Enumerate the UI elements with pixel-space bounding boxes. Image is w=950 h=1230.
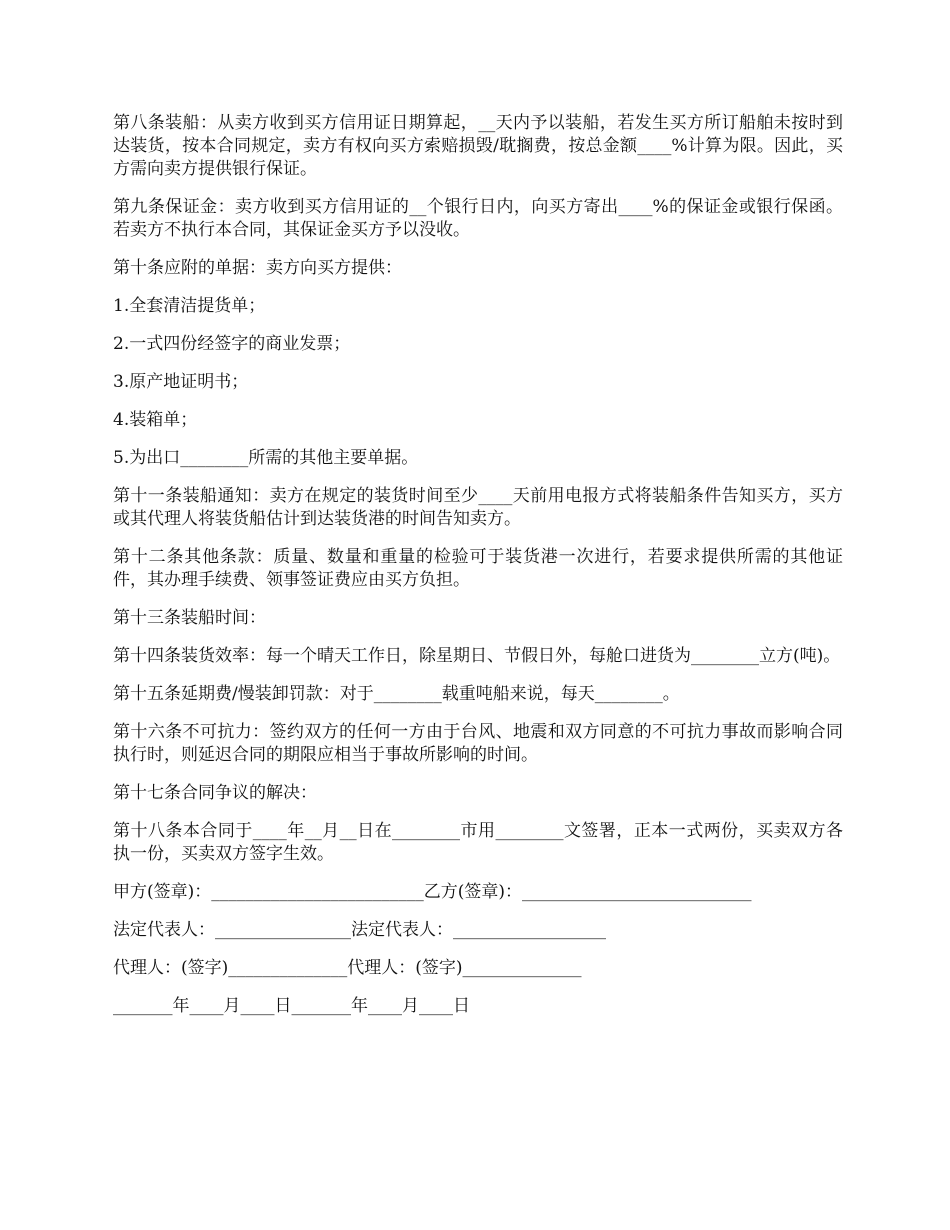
legal-representative-line: 法定代表人：________________法定代表人：__________________: [113, 920, 606, 940]
clause-13-shipping-time: 第十三条装船时间：: [113, 608, 266, 628]
clause-10-documents: 第十条应附的单据：卖方向买方提供：: [113, 258, 402, 278]
clause-16-force-majeure: 第十六条不可抗力：签约双方的任何一方由于台风、地震和双方同意的不可抗力事故而影响合同执行时，则延迟合同的期限应相当于事故所影响的时间。: [113, 722, 843, 765]
clause-12-other-terms: 第十二条其他条款：质量、数量和重量的检验可于装货港一次进行，若要求提供所需的其他证件，其办理手续费、领事签证费应由买方负担。: [113, 547, 843, 590]
document-item-5: 5.为出口________所需的其他主要单据。: [113, 448, 419, 468]
clause-8-shipment: 第八条装船：从卖方收到买方信用证日期算起，__天内予以装船，若发生买方所订船舶未按时到达装货，按本合同规定，卖方有权向买方索赔损毁/耽搁费，按总金额____%计算为限。因此，买方需向卖方提供银行保证。: [113, 113, 843, 179]
document-item-1: 1.全套清洁提货单；: [113, 296, 266, 316]
document-item-4: 4.装箱单；: [113, 410, 198, 430]
clause-17-dispute-resolution: 第十七条合同争议的解决：: [113, 783, 317, 803]
date-line: _______年____月____日_______年____月____日: [113, 996, 470, 1016]
clause-15-demurrage: 第十五条延期费/慢装卸罚款：对于________载重吨船来说，每天________。: [113, 684, 680, 704]
document-item-2: 2.一式四份经签字的商业发票；: [113, 334, 351, 354]
signature-party-line: 甲方(签章)：_________________________乙方(签章)：___________________________: [113, 882, 752, 902]
clause-11-shipping-notice: 第十一条装船通知：卖方在规定的装货时间至少____天前用电报方式将装船条件告知买方，买方或其代理人将装货船估计到达装货港的时间告知卖方。: [113, 486, 843, 529]
clause-14-loading-efficiency: 第十四条装货效率：每一个晴天工作日，除星期日、节假日外，每舱口进货为________立方(吨)。: [113, 646, 841, 666]
document-item-3: 3.原产地证明书；: [113, 372, 249, 392]
document-page: [113, 112, 843, 1033]
clause-9-deposit: 第九条保证金：卖方收到买方信用证的__个银行日内，向买方寄出____%的保证金或银行保函。若卖方不执行本合同，其保证金买方予以没收。: [113, 197, 843, 240]
agent-signature-line: 代理人：(签字)______________代理人：(签字)______________: [113, 958, 582, 978]
clause-18-signing: 第十八条本合同于____年__月__日在________市用________文签署，正本一式两份，买卖双方各执一份，买卖双方签字生效。: [113, 821, 843, 864]
